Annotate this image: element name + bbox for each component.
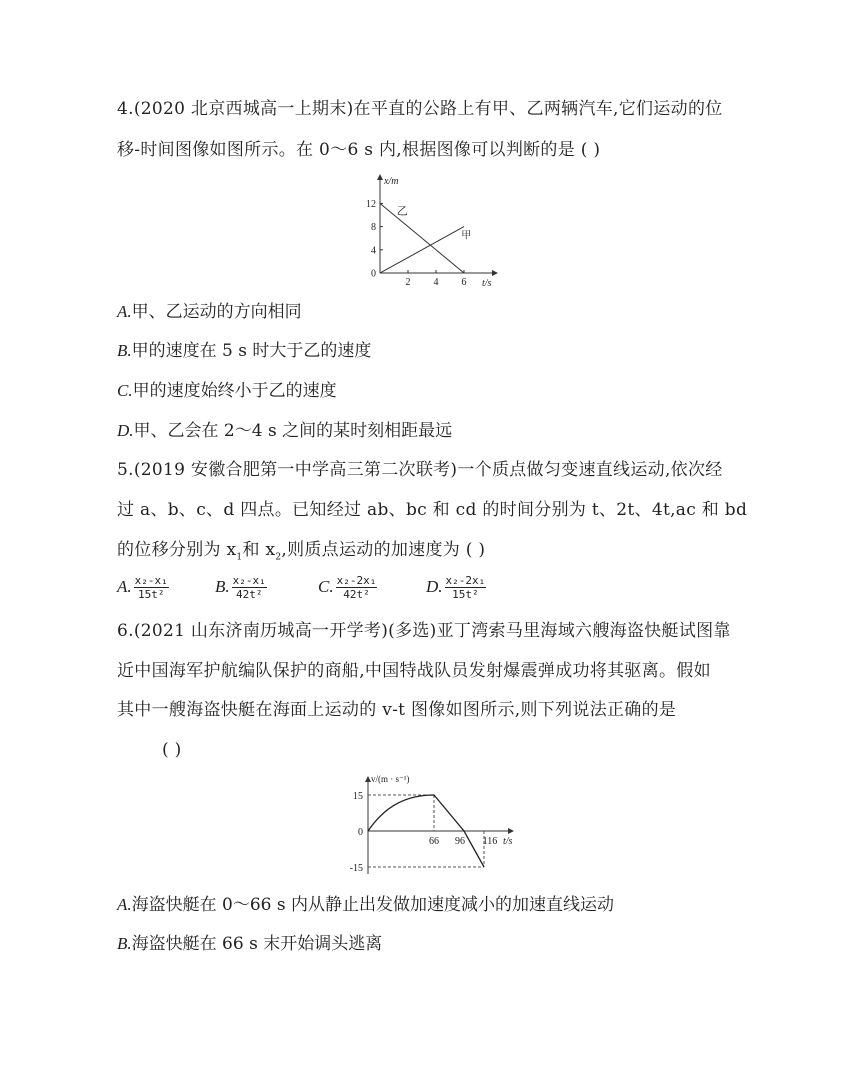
x-tick-label: 66	[429, 836, 439, 847]
series-line-jia	[380, 227, 464, 273]
q5-stem-line3	[117, 538, 485, 569]
option-letter: B.	[117, 341, 132, 360]
q6-vt-chart	[344, 770, 524, 880]
q4-option-a[interactable]	[117, 300, 302, 324]
q4-stem-line2: 移-时间图像如图所示。在 0～6 s 内,根据图像可以判断的是 ( )	[117, 140, 601, 160]
y-tick-label: 0	[358, 827, 363, 838]
data-point	[463, 830, 464, 831]
q4-option-c[interactable]	[117, 379, 337, 403]
q6-answer-bracket: ( )	[162, 740, 182, 760]
series-label-jia: 甲	[461, 230, 472, 242]
option-letter: B.	[215, 577, 230, 596]
option-text: 甲、乙会在 2～4 s 之间的某时刻相距最远	[133, 421, 453, 441]
q5-subscript-2: 2	[275, 552, 282, 563]
q4-option-d[interactable]	[117, 419, 452, 443]
q5-option-d[interactable]	[426, 574, 486, 601]
option-text: 海盗快艇在 0～66 s 内从静止出发做加速度减小的加速直线运动	[131, 895, 615, 915]
q6-stem-line3: 其中一艘海盗快艇在海面上运动的 v-t 图像如图所示,则下列说法正确的是	[117, 700, 677, 720]
y-axis-arrow	[377, 174, 383, 180]
fraction-denominator: 15t²	[452, 588, 479, 601]
x-axis-arrow	[492, 270, 498, 276]
series-label-yi: 乙	[396, 205, 408, 218]
option-text: 甲的速度始终小于乙的速度	[132, 381, 337, 401]
data-point	[433, 794, 434, 795]
q5-option-a[interactable]	[117, 574, 169, 601]
y-tick-label: -15	[349, 863, 363, 874]
series-line-yi	[380, 203, 464, 273]
option-letter: A.	[117, 302, 132, 321]
option-text: 海盗快艇在 66 s 末开始调头逃离	[131, 934, 383, 954]
q5-stem-line1: 5.(2019 安徽合肥第一中学高三第二次联考)一个质点做匀变速直线运动,依次经	[117, 460, 723, 480]
option-letter: C.	[318, 577, 334, 596]
option-letter: C.	[117, 381, 133, 400]
x-tick-label: 4	[433, 277, 439, 288]
q5-stem-post: ,则质点运动的加速度为 ( )	[281, 540, 486, 560]
x-tick-label: 2	[405, 277, 411, 288]
q6-option-a[interactable]	[117, 893, 614, 917]
q6-stem-line2: 近中国海军护航编队保护的商船,中国特战队员发射爆震弹成功将其驱离。假如	[117, 661, 711, 681]
fraction-numerator: x₂-2x₁	[445, 574, 486, 587]
x-tick-label: 6	[461, 277, 467, 288]
option-letter: B.	[117, 934, 132, 953]
option-letter: D.	[117, 421, 134, 440]
y-tick-label: 4	[371, 245, 376, 257]
q5-option-c[interactable]	[318, 574, 377, 601]
y-axis-label: x/m	[384, 176, 399, 187]
q6-option-b[interactable]	[117, 932, 382, 956]
y-axis-label: v/(m · s⁻¹)	[371, 774, 410, 784]
y-tick-label: 0	[371, 268, 376, 280]
q5-stem-pre: 的位移分别为 x	[117, 540, 237, 560]
x-axis-label: t/s	[482, 278, 492, 289]
q4-option-b[interactable]	[117, 339, 371, 363]
fraction-numerator: x₂-x₁	[232, 574, 266, 587]
option-letter: A.	[117, 577, 132, 596]
x-tick-label: 96	[455, 836, 465, 847]
x-axis-label: t/s	[503, 836, 513, 847]
option-fraction	[232, 574, 267, 601]
option-text: 甲、乙运动的方向相同	[131, 302, 302, 322]
q6-stem-line1: 6.(2021 山东济南历城高一开学考)(多选)亚丁湾索马里海域六艘海盗快艇试图靠	[117, 621, 731, 641]
x-tick-label: 116	[482, 836, 498, 847]
q5-stem-line2: 过 a、b、c、d 四点。已知经过 ab、bc 和 cd 的时间分别为 t、2t、4t,ac 和 bd	[117, 500, 748, 520]
fraction-denominator: 15t²	[137, 588, 165, 601]
option-text: 甲的速度在 5 s 时大于乙的速度	[131, 341, 372, 361]
fraction-denominator: 42t²	[235, 588, 263, 601]
option-letter: A.	[117, 895, 132, 914]
x-axis-arrow	[508, 828, 514, 834]
fraction-numerator: x₂-x₁	[134, 574, 168, 587]
q5-stem-mid: 和 x	[242, 540, 276, 560]
option-fraction	[134, 574, 169, 601]
fraction-denominator: 42t²	[343, 588, 370, 601]
q5-option-b[interactable]	[215, 574, 267, 601]
q5-subscript-1: 1	[236, 552, 243, 563]
q4-stem-line1: 4.(2020 北京西城高一上期末)在平直的公路上有甲、乙两辆汽车,它们运动的位	[117, 99, 723, 119]
option-fraction	[445, 574, 487, 601]
q4-xt-chart	[360, 172, 500, 290]
y-tick-label: 8	[371, 222, 376, 234]
y-tick-label: 15	[353, 791, 363, 802]
option-fraction	[336, 574, 378, 601]
fraction-numerator: x₂-2x₁	[336, 574, 377, 587]
option-letter: D.	[426, 577, 443, 596]
y-tick-label: 12	[366, 198, 376, 210]
